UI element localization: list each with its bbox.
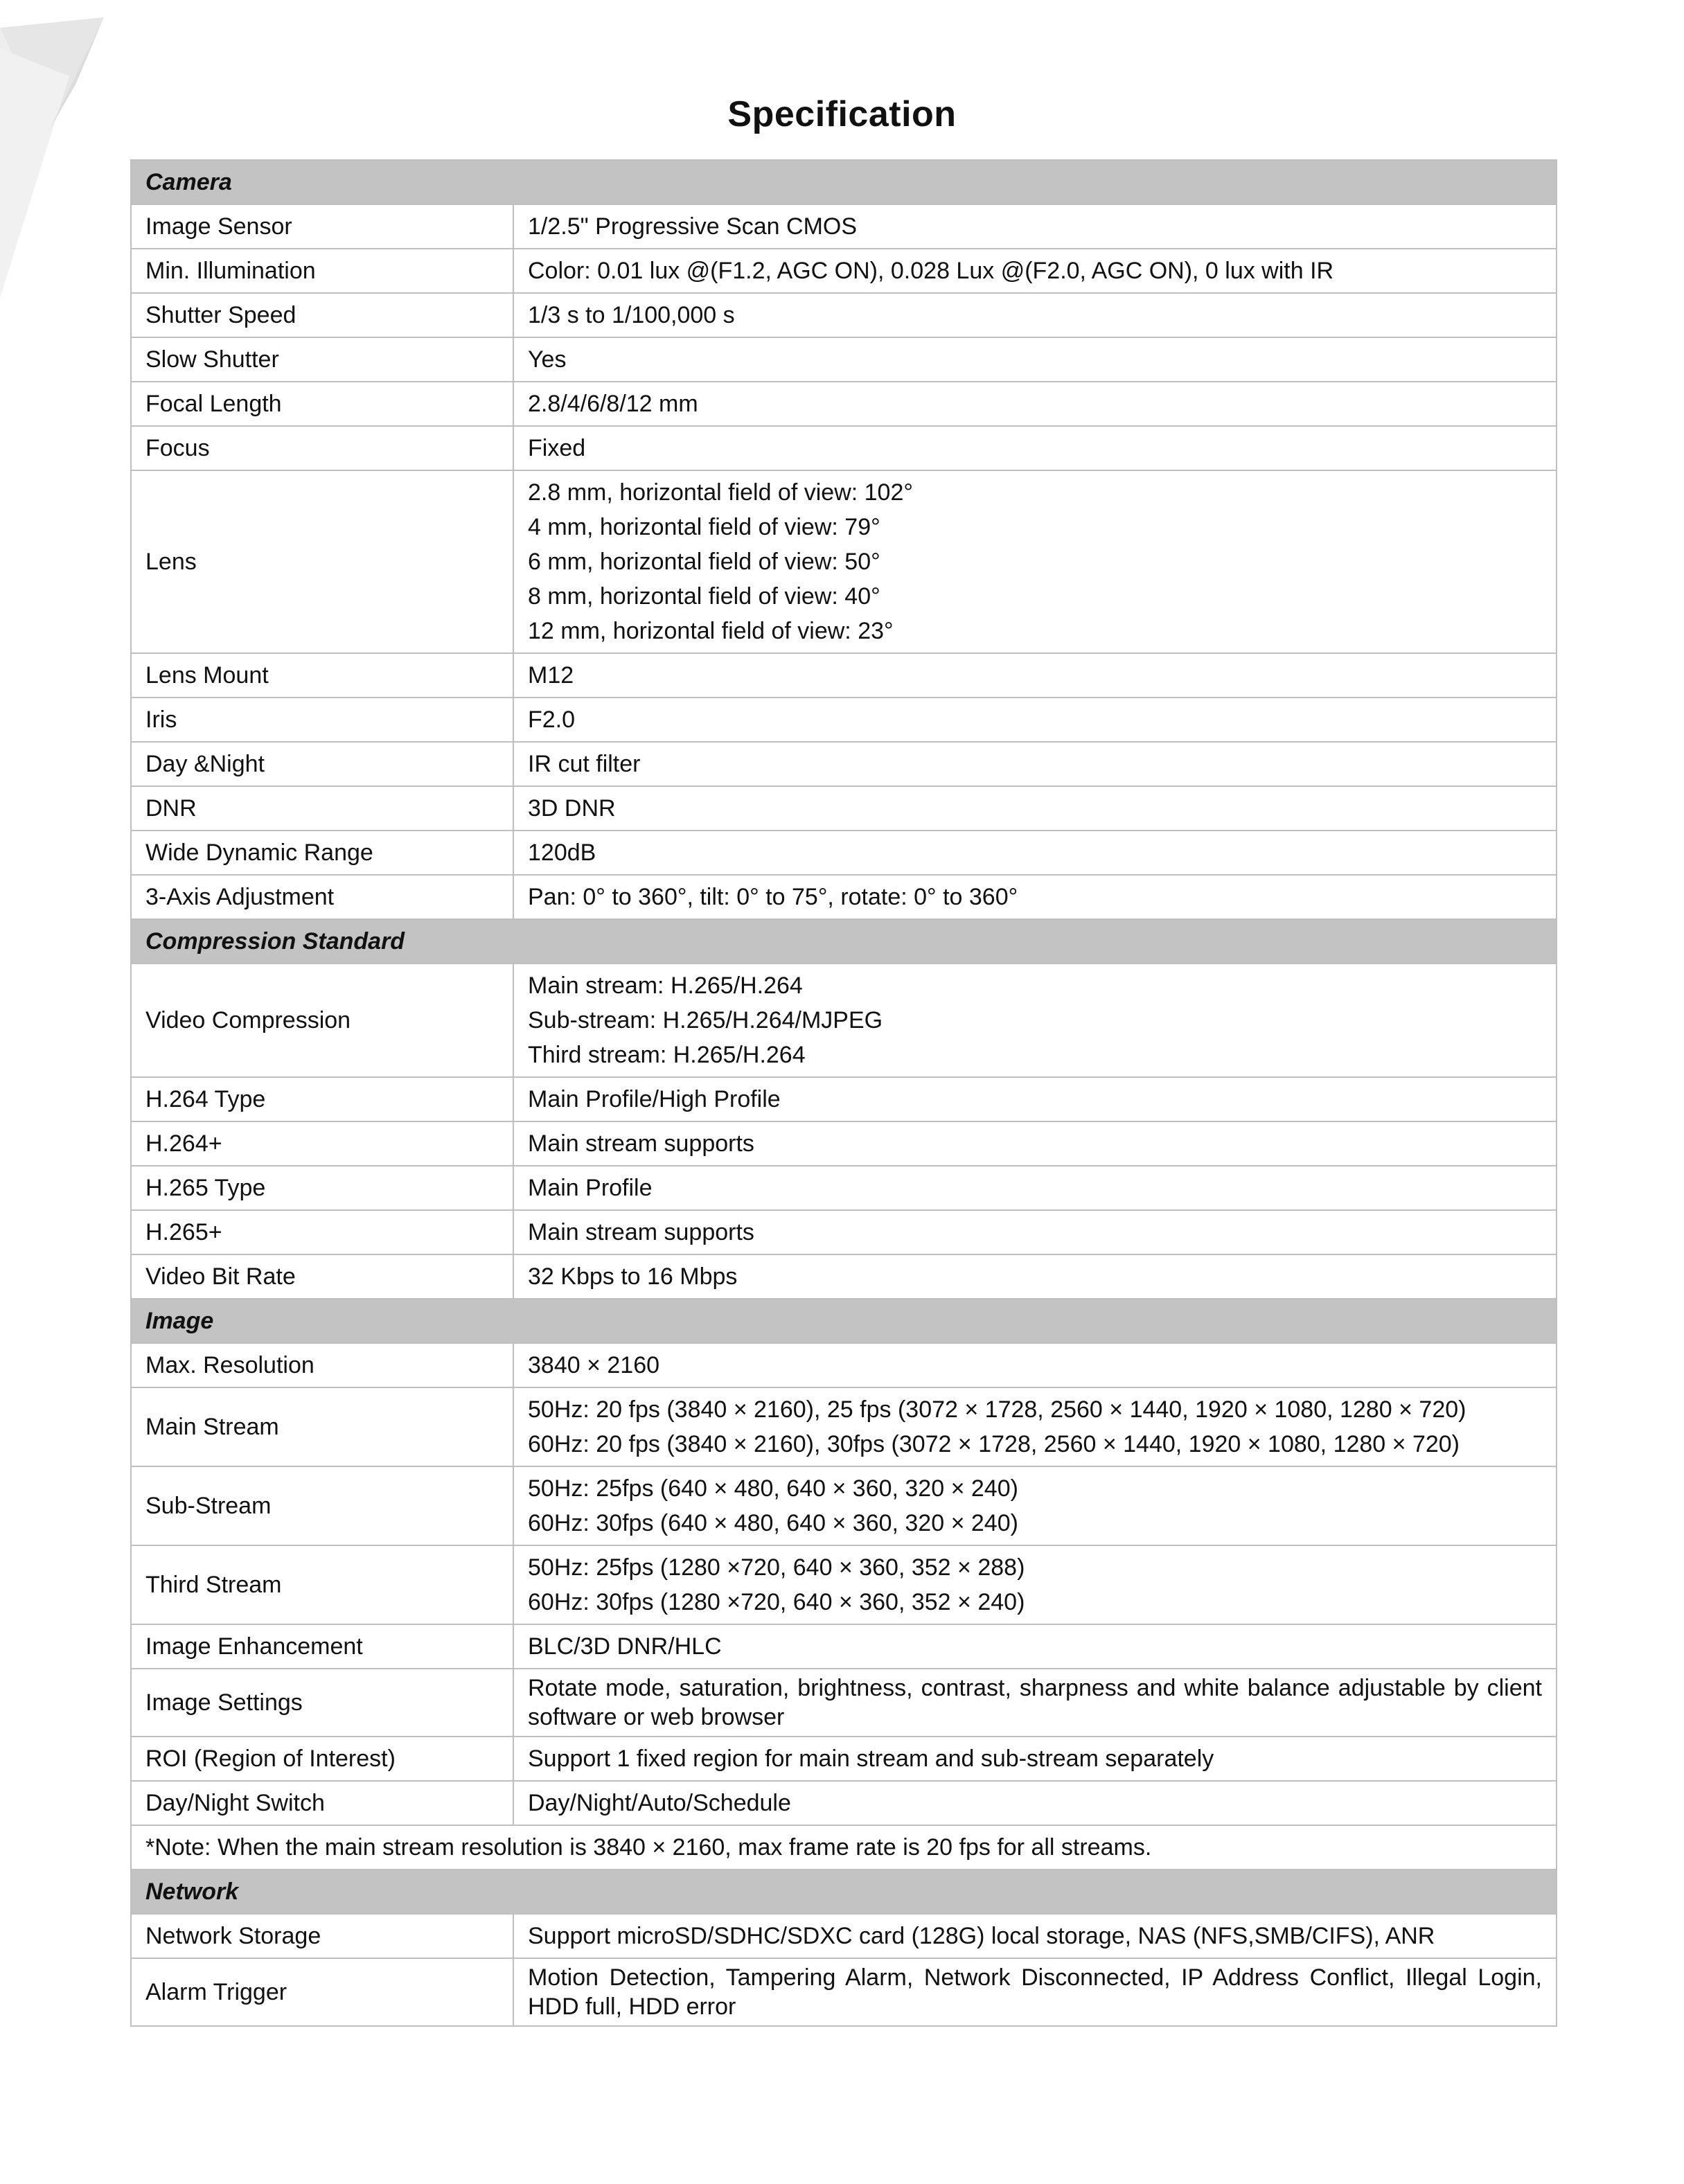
section-title: Camera bbox=[131, 160, 1557, 204]
spec-label: H.264+ bbox=[131, 1121, 513, 1166]
table-row bbox=[131, 1121, 1557, 1166]
spec-value-line: Third stream: H.265/H.264 bbox=[528, 1042, 806, 1068]
table-row bbox=[131, 1343, 1557, 1387]
spec-value bbox=[513, 1077, 1557, 1121]
spec-value bbox=[513, 293, 1557, 337]
spec-label: Lens Mount bbox=[131, 653, 513, 698]
spec-value bbox=[513, 831, 1557, 875]
spec-value bbox=[513, 1958, 1557, 2026]
spec-table bbox=[130, 159, 1557, 2027]
table-row bbox=[131, 1669, 1557, 1737]
spec-label: H.265+ bbox=[131, 1210, 513, 1254]
spec-value bbox=[513, 1210, 1557, 1254]
spec-label: Wide Dynamic Range bbox=[131, 831, 513, 875]
spec-value-line: 2.8 mm, horizontal field of view: 102° bbox=[528, 479, 913, 506]
spec-value-line: 8 mm, horizontal field of view: 40° bbox=[528, 583, 880, 610]
spec-label: Min. Illumination bbox=[131, 249, 513, 293]
spec-value-line: Main stream supports bbox=[528, 1130, 754, 1157]
spec-value-line: Main stream: H.265/H.264 bbox=[528, 973, 803, 999]
spec-value-line: 1/3 s to 1/100,000 s bbox=[528, 302, 735, 328]
table-row bbox=[131, 698, 1557, 742]
table-row bbox=[131, 1624, 1557, 1669]
table-row bbox=[131, 1914, 1557, 1958]
spec-value bbox=[513, 470, 1557, 653]
table-row bbox=[131, 964, 1557, 1077]
spec-label: Main Stream bbox=[131, 1387, 513, 1466]
note-row bbox=[131, 1825, 1557, 1870]
table-row bbox=[131, 1466, 1557, 1545]
spec-value-line: Color: 0.01 lux @(F1.2, AGC ON), 0.028 Lux @(F2.0, AGC ON), 0 lux with IR bbox=[528, 258, 1334, 284]
spec-value bbox=[513, 426, 1557, 470]
spec-value bbox=[513, 1624, 1557, 1669]
spec-value-line: 60Hz: 20 fps (3840 × 2160), 30fps (3072 × 1728, 2560 × 1440, 1920 × 1080, 1280 × 720) bbox=[528, 1431, 1460, 1457]
table-row bbox=[131, 786, 1557, 831]
spec-value-line: 50Hz: 20 fps (3840 × 2160), 25 fps (3072 × 1728, 2560 × 1440, 1920 × 1080, 1280 × 720) bbox=[528, 1396, 1466, 1423]
table-row bbox=[131, 1254, 1557, 1299]
spec-value bbox=[513, 1121, 1557, 1166]
section-title: Image bbox=[131, 1299, 1557, 1343]
spec-value bbox=[513, 1737, 1557, 1781]
spec-label: Day &Night bbox=[131, 742, 513, 786]
spec-label: Image Settings bbox=[131, 1669, 513, 1737]
spec-label: Day/Night Switch bbox=[131, 1781, 513, 1825]
spec-label: 3-Axis Adjustment bbox=[131, 875, 513, 919]
spec-value bbox=[513, 382, 1557, 426]
spec-value bbox=[513, 1254, 1557, 1299]
table-row bbox=[131, 293, 1557, 337]
spec-value-line: Fixed bbox=[528, 435, 586, 461]
note-text: *Note: When the main stream resolution is 3840 × 2160, max frame rate is 20 fps for all streams. bbox=[131, 1825, 1557, 1870]
section-header-row bbox=[131, 919, 1557, 964]
table-row bbox=[131, 831, 1557, 875]
table-row bbox=[131, 204, 1557, 249]
spec-label: H.264 Type bbox=[131, 1077, 513, 1121]
spec-value-line: Pan: 0° to 360°, tilt: 0° to 75°, rotate: 0° to 360° bbox=[528, 884, 1018, 910]
spec-value bbox=[513, 204, 1557, 249]
spec-label: Iris bbox=[131, 698, 513, 742]
table-row bbox=[131, 1545, 1557, 1624]
spec-value-line: Main Profile bbox=[528, 1175, 653, 1201]
page-title: Specification bbox=[727, 94, 957, 134]
table-row bbox=[131, 742, 1557, 786]
spec-value-line: Rotate mode, saturation, brightness, contrast, sharpness and white balance adjustable by client software or web browser bbox=[528, 1675, 1542, 1730]
spec-value-line: F2.0 bbox=[528, 707, 576, 733]
spec-value-line: Support microSD/SDHC/SDXC card (128G) local storage, NAS (NFS,SMB/CIFS), ANR bbox=[528, 1923, 1435, 1949]
spec-value bbox=[513, 742, 1557, 786]
brand-watermark-icon bbox=[0, 0, 118, 305]
spec-value bbox=[513, 875, 1557, 919]
spec-label: DNR bbox=[131, 786, 513, 831]
spec-value-line: Main stream supports bbox=[528, 1219, 754, 1245]
table-row bbox=[131, 875, 1557, 919]
spec-label: Focus bbox=[131, 426, 513, 470]
spec-label: Max. Resolution bbox=[131, 1343, 513, 1387]
spec-value-line: Support 1 fixed region for main stream and sub-stream separately bbox=[528, 1746, 1214, 1772]
spec-label: Slow Shutter bbox=[131, 337, 513, 382]
spec-value bbox=[513, 698, 1557, 742]
section-title: Network bbox=[131, 1870, 1557, 1914]
spec-value bbox=[513, 964, 1557, 1077]
table-row bbox=[131, 426, 1557, 470]
spec-value bbox=[513, 249, 1557, 293]
spec-value bbox=[513, 1387, 1557, 1466]
spec-value-line: 3840 × 2160 bbox=[528, 1352, 660, 1378]
spec-value-line: Main Profile/High Profile bbox=[528, 1086, 781, 1112]
table-row bbox=[131, 1781, 1557, 1825]
spec-value-line: 1/2.5" Progressive Scan CMOS bbox=[528, 213, 858, 240]
spec-value-line: 120dB bbox=[528, 840, 596, 866]
spec-label: Video Bit Rate bbox=[131, 1254, 513, 1299]
spec-label: Shutter Speed bbox=[131, 293, 513, 337]
spec-value-line: 50Hz: 25fps (1280 ×720, 640 × 360, 352 × 288) bbox=[528, 1554, 1025, 1581]
spec-table-body bbox=[131, 160, 1557, 2026]
spec-label: Image Enhancement bbox=[131, 1624, 513, 1669]
spec-value-line: 50Hz: 25fps (640 × 480, 640 × 360, 320 × 240) bbox=[528, 1475, 1018, 1502]
spec-value-line: 3D DNR bbox=[528, 795, 616, 822]
table-row bbox=[131, 1210, 1557, 1254]
spec-label: Focal Length bbox=[131, 382, 513, 426]
spec-value-line: Sub-stream: H.265/H.264/MJPEG bbox=[528, 1007, 883, 1033]
spec-value bbox=[513, 1669, 1557, 1737]
spec-value bbox=[513, 337, 1557, 382]
table-row bbox=[131, 470, 1557, 653]
spec-value bbox=[513, 1781, 1557, 1825]
spec-value bbox=[513, 1343, 1557, 1387]
spec-value bbox=[513, 1166, 1557, 1210]
spec-value bbox=[513, 1914, 1557, 1958]
table-row bbox=[131, 249, 1557, 293]
section-header-row bbox=[131, 160, 1557, 204]
table-row bbox=[131, 1166, 1557, 1210]
spec-value-line: Day/Night/Auto/Schedule bbox=[528, 1790, 791, 1816]
spec-value-line: BLC/3D DNR/HLC bbox=[528, 1633, 722, 1660]
spec-label: Alarm Trigger bbox=[131, 1958, 513, 2026]
spec-label: Network Storage bbox=[131, 1914, 513, 1958]
spec-value-line: M12 bbox=[528, 662, 574, 689]
table-row bbox=[131, 1737, 1557, 1781]
spec-value-line: IR cut filter bbox=[528, 751, 641, 777]
spec-label: Video Compression bbox=[131, 964, 513, 1077]
spec-value-line: Yes bbox=[528, 346, 567, 373]
section-header-row bbox=[131, 1870, 1557, 1914]
spec-label: Sub-Stream bbox=[131, 1466, 513, 1545]
spec-label: Image Sensor bbox=[131, 204, 513, 249]
table-row bbox=[131, 1077, 1557, 1121]
spec-value bbox=[513, 1545, 1557, 1624]
spec-value bbox=[513, 786, 1557, 831]
spec-value-line: 12 mm, horizontal field of view: 23° bbox=[528, 618, 894, 644]
spec-value-line: 4 mm, horizontal field of view: 79° bbox=[528, 514, 880, 540]
spec-label: ROI (Region of Interest) bbox=[131, 1737, 513, 1781]
table-row bbox=[131, 653, 1557, 698]
spec-label: H.265 Type bbox=[131, 1166, 513, 1210]
spec-value-line: 6 mm, horizontal field of view: 50° bbox=[528, 549, 880, 575]
table-row bbox=[131, 1387, 1557, 1466]
spec-value bbox=[513, 1466, 1557, 1545]
spec-value-line: 2.8/4/6/8/12 mm bbox=[528, 391, 698, 417]
spec-value-line: Motion Detection, Tampering Alarm, Network Disconnected, IP Address Conflict, Illegal Login, HDD full, HDD error bbox=[528, 1964, 1542, 2020]
table-row bbox=[131, 1958, 1557, 2026]
spec-label: Lens bbox=[131, 470, 513, 653]
section-header-row bbox=[131, 1299, 1557, 1343]
spec-value-line: 60Hz: 30fps (640 × 480, 640 × 360, 320 × 240) bbox=[528, 1510, 1018, 1536]
table-row bbox=[131, 382, 1557, 426]
spec-label: Third Stream bbox=[131, 1545, 513, 1624]
table-row bbox=[131, 337, 1557, 382]
section-title: Compression Standard bbox=[131, 919, 1557, 964]
spec-value bbox=[513, 653, 1557, 698]
spec-value-line: 32 Kbps to 16 Mbps bbox=[528, 1263, 738, 1290]
spec-value-line: 60Hz: 30fps (1280 ×720, 640 × 360, 352 × 240) bbox=[528, 1589, 1025, 1615]
